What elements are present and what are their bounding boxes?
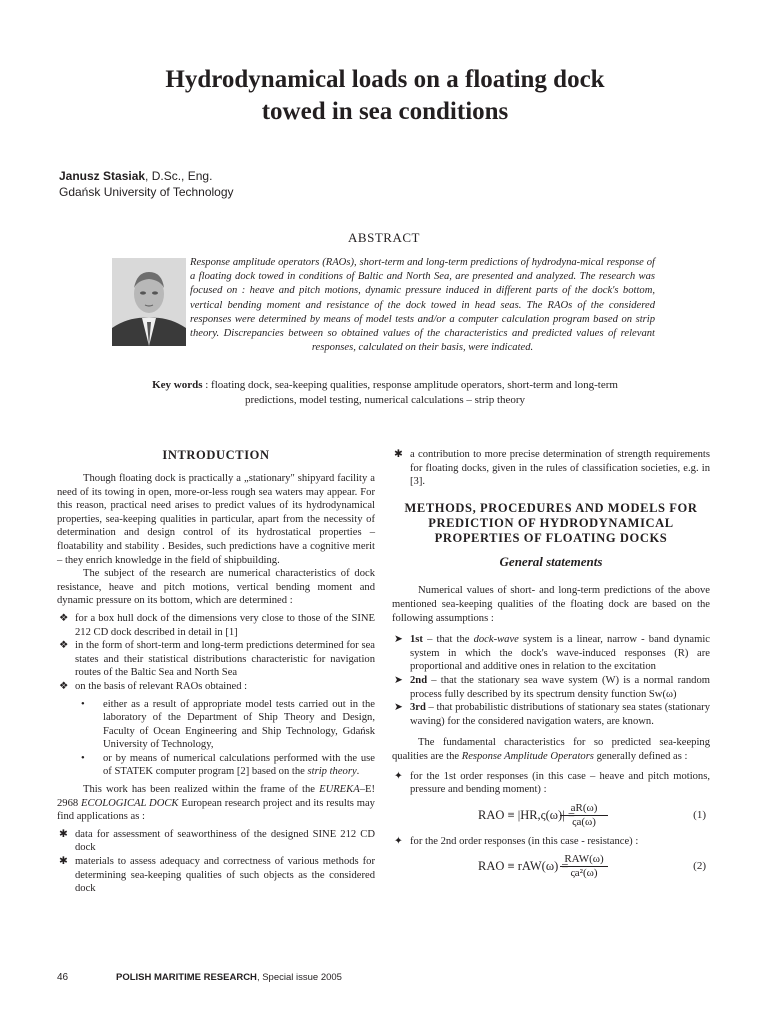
- list-item: ➤ 1st – that the dock-wave system is a linear, narrow - band dynamic system in which the dock's wave-induced responses (R) are proportional and additive ones in relation to the excitation: [394, 634, 710, 673]
- star-bullet-icon: ✱: [394, 449, 403, 460]
- arrow-bullet-icon: ➤: [394, 674, 403, 686]
- rao-definitions-list-2: [392, 835, 710, 849]
- left-column: [57, 448, 375, 900]
- equation-2-numerator: RAW(ω): [564, 853, 604, 866]
- paper-title: [60, 64, 710, 128]
- abstract-text: Response amplitude operators (RAOs), short-term and long-term predictions of hydrodyna-mical response of a floating dock towed in conditions of Baltic and North Sea, are presented and analyzed. The research was focused on : heave and pitch motions, dynamic pressure induced in different parts of the dock's bottom, vertical bending moment and resistance of the dock towed in head seas. The RAOs of the considered responses were determined by means of model tests and/or a computer calculation program based on strip theory. Discrepancies between so obtained values of the characteristics and predicted values of relevant responses, calculated on their basis, were indicated.: [190, 257, 655, 354]
- applications-list-continued: [392, 448, 710, 489]
- star-bullet-icon: ✱: [59, 856, 68, 868]
- author-block: [59, 168, 234, 200]
- four-point-star-icon: ✦: [394, 835, 403, 847]
- author-photo: [112, 258, 186, 346]
- diamond-bullet-icon: ❖: [59, 612, 69, 624]
- list-item: ✱ data for assessment of seaworthiness of the designed SINE 212 CD dock: [59, 828, 375, 854]
- list-item: ❖ for a box hull dock of the dimensions very close to those of the SINE 212 CD dock described in detail in [1]: [59, 612, 375, 638]
- rao-source-list: [57, 698, 375, 780]
- assumptions-list: [392, 633, 710, 728]
- equation-2-fraction: [560, 853, 608, 880]
- scope-list: [57, 612, 375, 694]
- list-item: ✦ for the 1st order responses (in this case – heave and pitch motions, pressure and bending moment) :: [394, 770, 710, 796]
- equation-1-denominator: ςa(ω): [560, 815, 608, 829]
- page-footer: [57, 972, 342, 983]
- introduction-heading: INTRODUCTION: [162, 448, 270, 462]
- intro-paragraph-1: Though floating dock is practically a „stationary" shipyard facility a need of its towing in open, more-or-less rough sea waters may appear. For this reason, practical need arises to predict values of its hydrodynamical properties, sea-keeping qualities in particular, apart from the necessity of determination and design control of its hydrostatical properties – floatability and stability . Besides, such predictions have a cognitive merit – they enrich knowledge in the field of shipbuilding.: [57, 473, 375, 566]
- keywords: [130, 378, 640, 407]
- page-number: 46: [57, 972, 69, 983]
- methods-paragraph-1: Numerical values of short- and long-term predictions of the above mentioned sea-keeping qualities of the floating dock are based on the following assumptions :: [392, 585, 710, 624]
- equation-2: [392, 852, 710, 882]
- right-column: [392, 448, 710, 886]
- equation-2-denominator: ςa²(ω): [560, 866, 608, 880]
- intro-paragraph-3: This work has been realized within the frame of the EUREKA–E! 2968 ECOLOGICAL DOCK European research project and its results may find applications as :: [57, 784, 375, 823]
- equation-1: [392, 801, 710, 831]
- equation-1-fraction: [560, 802, 608, 829]
- list-item: ✱ a contribution to more precise determination of strength requirements for floating docks, given in the rules of classification societies, e.g. in [3].: [394, 449, 710, 488]
- title-line-1: Hydrodynamical loads on a floating dock: [165, 66, 605, 93]
- list-item: ❖ on the basis of relevant RAOs obtained :: [59, 680, 248, 692]
- list-item: ✱ materials to assess adequacy and correctness of various methods for determining sea-keeping qualities of such objects as the considered dock: [59, 856, 375, 895]
- equation-1-lhs: RAO ≡ |HR,ς(ω)| =: [478, 807, 575, 822]
- diamond-bullet-icon: ❖: [59, 640, 69, 652]
- applications-list: [57, 828, 375, 896]
- star-bullet-icon: ✱: [59, 828, 68, 840]
- list-item: • or by means of numerical calculations performed with the use of STATEK computer program [2] based on the strip theory.: [81, 752, 375, 778]
- arrow-bullet-icon: ➤: [394, 634, 403, 646]
- list-item: • either as a result of appropriate model tests carried out in the laboratory of the Department of Ship Theory and Design, Faculty of Ocean Engineering and Ship Technology, Gdańsk University of Technology,: [81, 698, 375, 751]
- diamond-bullet-icon: ❖: [59, 680, 69, 692]
- title-line-2: towed in sea conditions: [261, 98, 509, 125]
- author-name: Janusz Stasiak: [59, 169, 146, 183]
- author-degree: , D.Sc., Eng.: [145, 169, 213, 183]
- equation-2-lhs: RAO ≡ rAW(ω) =: [478, 859, 569, 874]
- four-point-star-icon: ✦: [394, 770, 403, 782]
- equation-1-numerator: aR(ω): [570, 801, 598, 814]
- equation-1-number: (1): [693, 808, 706, 821]
- list-item: ➤ 3rd – that probabilistic distributions of stationary sea states (stationary waving) for the considered navigation waters, are known.: [394, 702, 710, 727]
- list-item: ➤ 2nd – that the stationary sea wave system (W) is a normal random process fully described by its spectrum density function Sw(ω): [394, 674, 710, 700]
- dot-bullet-icon: •: [81, 698, 85, 710]
- list-item: ❖ in the form of short-term and long-term predictions determined for sea states and their statistical distributions characteristic for navigation routes of the Baltic Sea and North Sea: [59, 640, 375, 679]
- methods-heading: METHODS, PROCEDURES AND MODELS FOR PREDICTION OF HYDRODYNAMICAL PROPERTIES OF FLOATING DOCKS: [404, 500, 698, 545]
- list-item: ✦ for the 2nd order responses (in this case - resistance) :: [394, 835, 639, 847]
- keywords-text: : floating dock, sea-keeping qualities, response amplitude operators, short-term and long-term predictions, model testing, numerical calculations – strip theory: [202, 379, 618, 406]
- general-statements-heading: General statements: [499, 553, 603, 569]
- keywords-label: Key words: [152, 379, 203, 391]
- abstract-heading: ABSTRACT: [348, 230, 420, 245]
- dot-bullet-icon: •: [81, 752, 85, 764]
- methods-paragraph-2: The fundamental characteristics for so predicted sea-keeping qualities are the Response Amplitude Operators generally defined as :: [392, 737, 710, 762]
- intro-paragraph-2: The subject of the research are numerical characteristics of dock resistance, heave and pitch motions, vertical bending moment and dynamic pressure on its bottom, which are determined :: [57, 568, 375, 607]
- rao-definitions-list: [392, 770, 710, 797]
- journal-name: POLISH MARITIME RESEARCH, Special issue 2005: [116, 972, 342, 983]
- arrow-bullet-icon: ➤: [394, 702, 403, 714]
- author-affiliation: Gdańsk University of Technology: [59, 185, 234, 199]
- equation-2-number: (2): [693, 860, 706, 873]
